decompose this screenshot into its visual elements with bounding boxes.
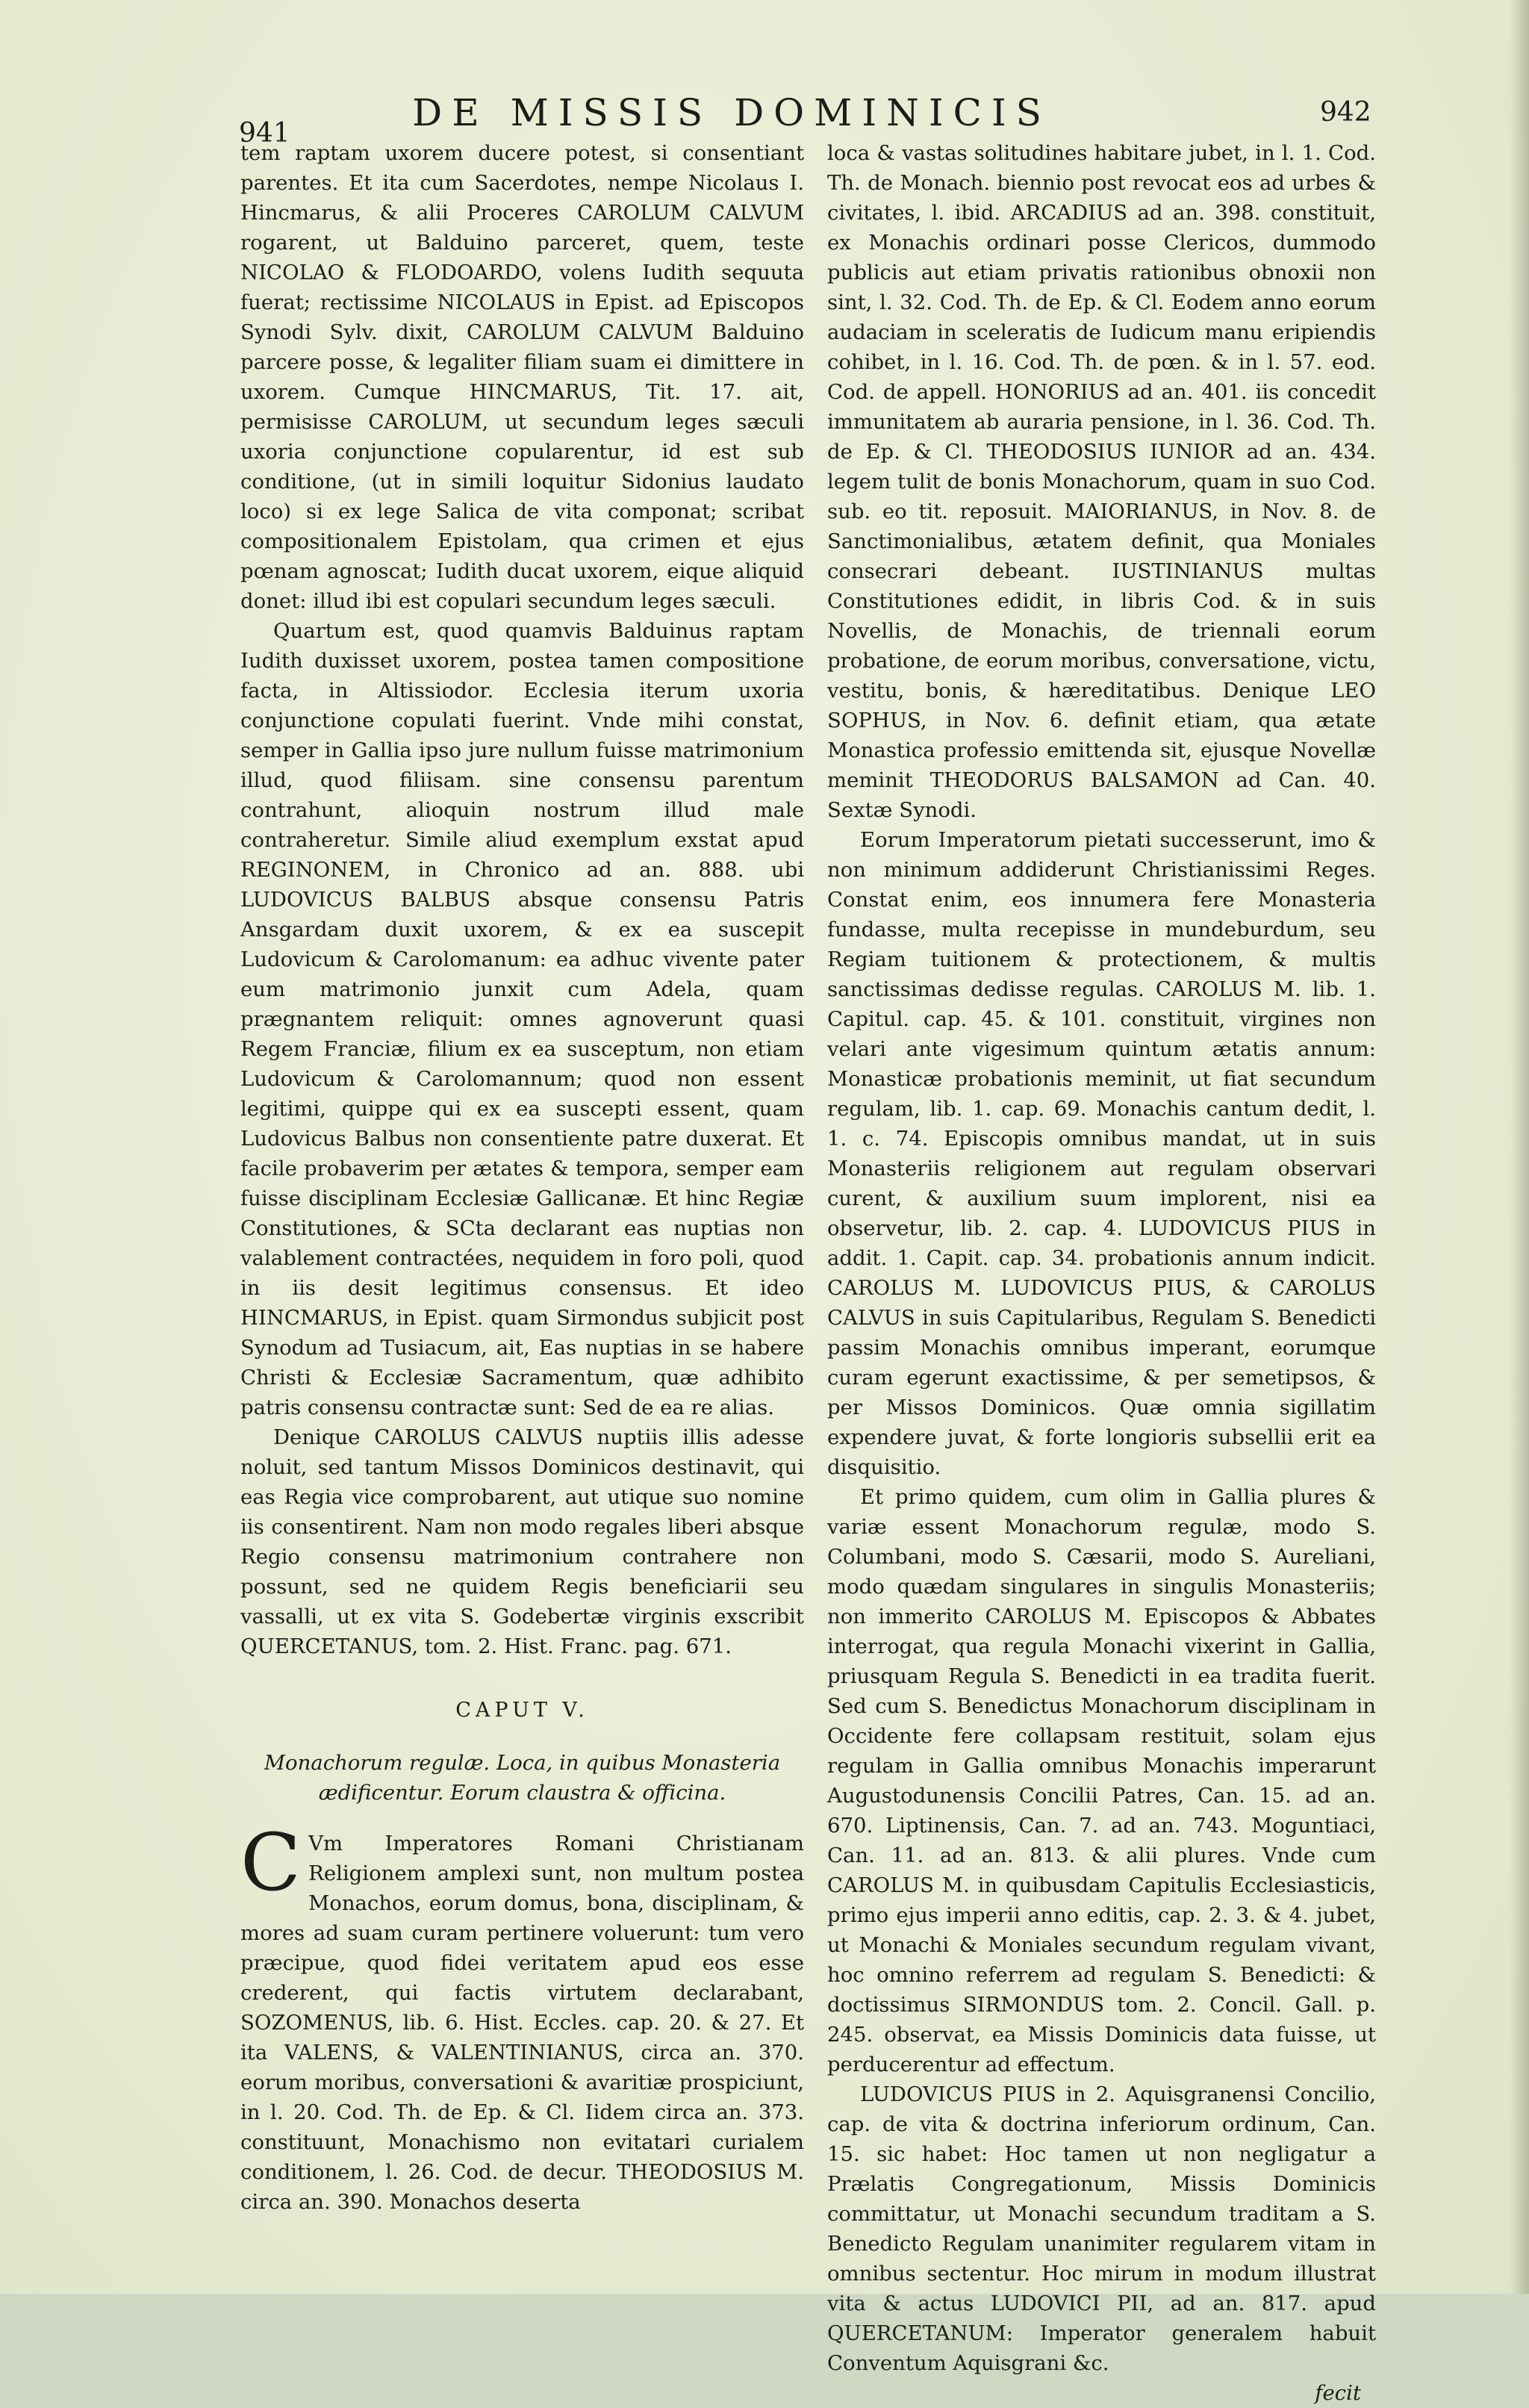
chapter-summary: Monachorum regulæ. Loca, in quibus Monasteria ædificentur. Eorum claustra & officina. [264, 1751, 781, 1805]
page-number-left: 941 [239, 118, 290, 149]
paragraph: tem raptam uxorem ducere potest, si consentiant parentes. Et ita cum Sacerdotes, nempe Nicolaus I. Hincmarus, & alii Proceres CAROLUM CALVUM rogarent, ut Balduino parceret, quem, teste NICOLAO & FLODOARDO, volens Iudith sequuta fuerat; rectissime NICOLAUS in Epist. ad Episcopos Synodi Sylv. dixit, CAROLUM CALVUM Balduino parcere posse, & legaliter filiam suam ei dimittere in uxorem. Cumque HINCMARUS, Tit. 17. ait, permisisse CAROLUM, ut secundum leges sæculi uxoria conjunctione copularentur, id est sub conditione, (ut in simili loquitur Sidonius laudato loco) si ex lege Salica de vita componat; scribat compositionalem Epistolam, qua crimen et ejus pœnam agnoscat; Iudith ducat uxorem, eique aliquid donet: illud ibi est copulari secundum leges sæculi. [240, 141, 804, 613]
page-gutter-shadow [1510, 0, 1529, 2294]
paragraph: Et primo quidem, cum olim in Gallia plures & variæ essent Monachorum regulæ, modo S. Columbani, modo S. Cæsarii, modo S. Aureliani, modo quædam singulares in singulis Monasteriis; non immerito CAROLUS M. Episcopos & Abbates interrogat, qua regula Monachi vixerint in Gallia, priusquam Regula S. Benedicti in ea tradita fuerit. Sed cum S. Benedictus Monachorum disciplinam in Occidente fere collapsam restituit, solam ejus regulam in Gallia omnibus Monachis imperarunt Augustodunensis Concilii Patres, Can. 15. ad an. 670. Liptinensis, Can. 7. ad an. 743. Moguntiaci, Can. 11. ad an. 813. & alii plures. Vnde cum CAROLUS M. in quibusdam Capitulis Ecclesiasticis, primo ejus imperii anno editis, cap. 2. 3. & 4. jubet, ut Monachi & Moniales secundum regulam vivant, hoc omnino referrem ad regulam S. Benedicti: & doctissimus SIRMONDUS tom. 2. Concil. Gall. p. 245. observat, ea Missis Dominicis data fuisse, ut perducerentur ad effectum. [827, 1485, 1376, 2076]
drop-cap: C [240, 1817, 302, 1908]
paragraph: Eorum Imperatorum pietati successerunt, imo & non minimum addiderunt Christianissimi Reges. Constat enim, eos innumera fere Monasteria fundasse, multa recepisse in mundeburdum, seu Regiam tuitionem & protectionem, & multis sanctissimas dedisse regulas. CAROLUS M. lib. 1. Capitul. cap. 45. & 101. constituit, virgines non velari ante vigesimum quintum ætatis annum: Monasticæ probationis meminit, ut fiat secundum regulam, lib. 1. cap. 69. Monachis cantum dedit, l. 1. c. 74. Episcopis omnibus mandat, ut in suis Monasteriis religionem aut regulam observari curent, & auxilium suum implorent, nisi ea observetur, lib. 2. cap. 4. LUDOVICUS PIUS in addit. 1. Capit. cap. 34. probationis annum indicit. CAROLUS M. LUDOVICUS PIUS, & CAROLUS CALVUS in suis Capitularibus, Regulam S. Benedicti passim Monachis omnibus imperant, eorumque curam egerunt exactissime, & per semetipsos, & per Missos Dominicos. Quæ omnia sigillatim expendere juvat, & forte longioris subsellii erit ea disquisitio. [827, 828, 1376, 1479]
paragraph: Quartum est, quod quamvis Balduinus raptam Iudith duxisset uxorem, postea tamen compositione facta, in Altissiodor. Ecclesia iterum uxoria conjunctione copulati fuerint. Vnde mihi constat, semper in Gallia ipso jure nullum fuisse matrimonium illud, quod filiisam. sine consensu parentum contrahunt, alioquin nostrum illud male contraheretur. Simile aliud exemplum exstat apud REGINONEM, in Chronico ad an. 888. ubi LUDOVICUS BALBUS absque consensu Patris Ansgardam duxit uxorem, & ex ea suscepit Ludovicum & Carolomanum: ea adhuc vivente pater eum matrimonio junxit cum Adela, quam prægnantem reliquit: omnes agnoverunt quasi Regem Franciæ, filium ex ea susceptum, non etiam Ludovicum & Carolomannum; quod non essent legitimi, quippe qui ex ea suscepti essent, quam Ludovicus Balbus non consentiente patre duxerat. Et facile probaverim per ætates & tempora, semper eam fuisse disciplinam Ecclesiæ Gallicanæ. Et hinc Regiæ Constitutiones, & SCta declarant eas nuptias non valablement contractées, nequidem in foro poli, quod in iis desit legitimus consensus. Et ideo HINCMARUS, in Epist. quam Sirmondus subjicit post Synodum ad Tusiacum, ait, Eas nuptias in se habere Christi & Ecclesiæ Sacramentum, quæ adhibito patris consensu contractæ sunt: Sed de ea re alias. [240, 619, 804, 1419]
paragraph: LUDOVICUS PIUS in 2. Aquisgranensi Concilio, cap. de vita & doctrina inferiorum ordinum, Can. 15. sic habet: Hoc tamen ut non negligatur a Prælatis Congregationum, Missis Dominicis committatur, ut Monachi secundum traditam a S. Benedicto Regulam unanimiter regularem vitam in omnibus sectentur. Hoc mirum in modum illustrat vita & actus LUDOVICI PII, ad an. 817. apud QUERCETANUM: Imperator generalem habuit Conventum Aquisgrani &c. [827, 2082, 1376, 2375]
paragraph: Denique CAROLUS CALVUS nuptiis illis adesse noluit, sed tantum Missos Dominicos destinavit, qui eas Regia vice comprobarent, aut utique suo nomine iis consentirent. Nam non modo regales liberi absque Regio consensu matrimonium contrahere non possunt, sed ne quidem Regis beneficiarii seu vassalli, ut ex vita S. Godebertæ virginis exscribit QUERCETANUS, tom. 2. Hist. Franc. pag. 671. [240, 1425, 804, 1658]
paragraph-text: Vm Imperatores Romani Christianam Religionem amplexi sunt, non multum postea Monachos, eorum domus, bona, disciplinam, & mores ad suam curam pertinere voluerunt: tum vero præcipue, quod fidei veritatem apud eos esse crederent, qui factis virtutem declarabant, SOZOMENUS, lib. 6. Hist. Eccles. cap. 20. & 27. Et ita VALENS, & VALENTINIANUS, circa an. 370. eorum moribus, conversationi & avaritiæ prospiciunt, in l. 20. Cod. Th. de Ep. & Cl. Iidem circa an. 373. constituunt, Monachismo non evitatari curialem conditionem, l. 26. Cod. de decur. THEODOSIUS M. circa an. 390. Monachos deserta [240, 1832, 804, 2214]
catchword: fecit [1315, 2381, 1361, 2405]
chapter-opening-paragraph [240, 1817, 804, 2217]
right-column [827, 138, 1376, 2408]
page-number-right: 942 [1320, 97, 1371, 128]
paragraph: loca & vastas solitudines habitare jubet, in l. 1. Cod. Th. de Monach. biennio post revocat eos ad urbes & civitates, l. ibid. ARCADIUS ad an. 398. constituit, ex Monachis ordinari posse Clericos, dummodo publicis aut etiam privatis rationibus obnoxii non sint, l. 32. Cod. Th. de Ep. & Cl. Eodem anno eorum audaciam in sceleratis de Iudicum manu eripiendis cohibet, in l. 16. Cod. Th. de pœn. & in l. 57. eod. Cod. de appell. HONORIUS ad an. 401. iis concedit immunitatem ab auraria pensione, in l. 36. Cod. Th. de Ep. & Cl. THEODOSIUS IUNIOR ad an. 434. legem tulit de bonis Monachorum, quam in suo Cod. sub. eo tit. reposuit. MAIORIANUS, in Nov. 8. de Sanctimonialibus, ætatem definit, qua Moniales consecrari debeant. IUSTINIANUS multas Constitutiones edidit, in libris Cod. & in suis Novellis, de Monachis, de triennali eorum probatione, de eorum moribus, conversatione, victu, vestitu, bonis, & hæreditatibus. Denique LEO SOPHUS, in Nov. 6. definit etiam, qua ætate Monastica professio emittenda sit, ejusque Novellæ meminit THEODORUS BALSAMON ad Can. 40. Sextæ Synodi. [827, 141, 1376, 822]
running-title: DE MISSIS DOMINICIS [412, 91, 1051, 134]
left-column [240, 138, 804, 2217]
chapter-heading: CAPUT V. [455, 1699, 589, 1722]
